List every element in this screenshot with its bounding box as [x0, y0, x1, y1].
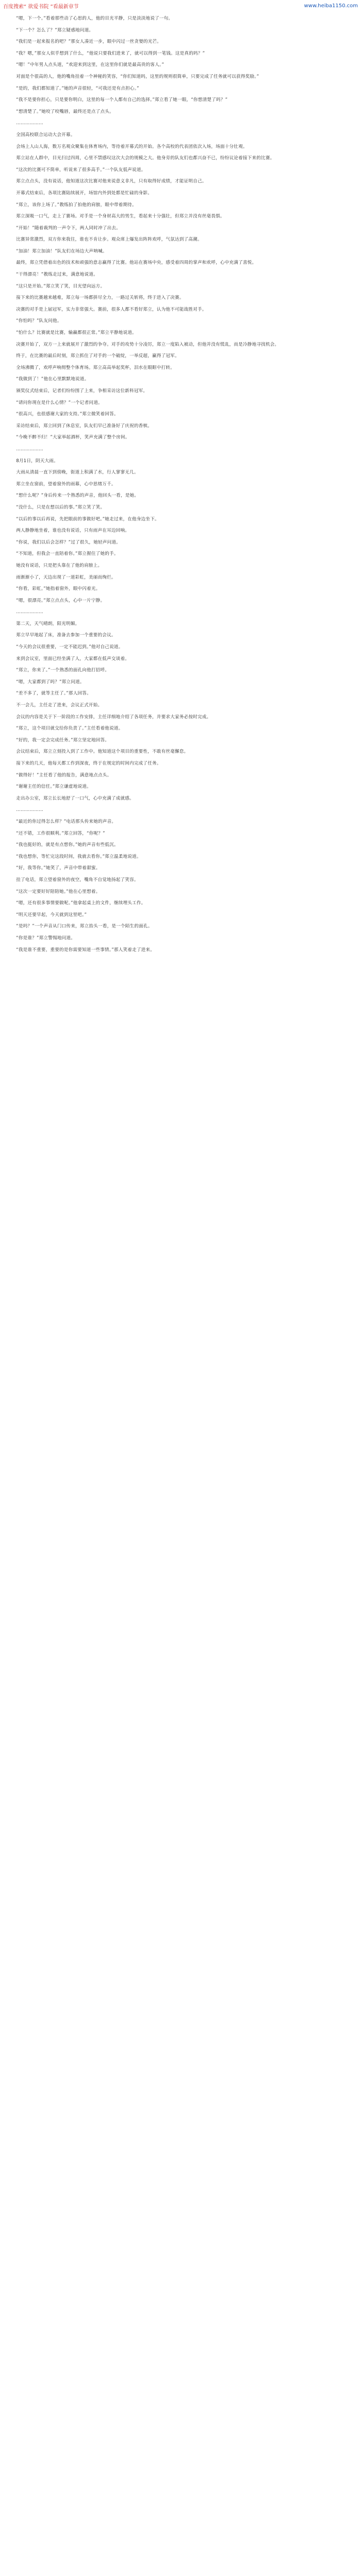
story-paragraph: 终于，在比赛的最后时刻，郑立抓住了对手的一个破绽，一举反超，赢得了冠军。: [16, 353, 179, 359]
story-paragraph: “嗯！”中年男人点头道，“欢迎来到这里，在这里你们就是最高贵的客人。”: [16, 62, 165, 68]
top-banner: [0, 0, 361, 11]
story-paragraph: ………………: [16, 807, 43, 813]
story-paragraph: “今天的会议很重要，一定不能迟到。”他对自己说道。: [16, 645, 123, 650]
story-paragraph: “我做到了！”他在心里默默地说道。: [16, 377, 89, 382]
story-paragraph: “郑立，你来了。”一个熟悉的面孔向他打招呼。: [16, 668, 110, 673]
story-paragraph: “怕什么？比赛就是比赛，输赢都很正常。”郑立平静地说道。: [16, 330, 137, 336]
story-paragraph: “你说，我们以后会怎样？”过了很久，她轻声问道。: [16, 539, 121, 545]
story-paragraph: “很高兴，也很感谢大家的支持。”郑立微笑着回答。: [16, 412, 119, 417]
story-paragraph: “郑立，这个项目就交给你负责了。”主任看着他说道。: [16, 726, 123, 732]
story-paragraph: 全场沸腾了，欢呼声响彻整个体育场。郑立高高举起奖杯，泪水在眼眶中打转。: [16, 365, 175, 370]
story-paragraph: 接下来的比赛越来越难，郑立每一场都拼尽全力，一路过关斩将，终于进入了决赛。: [16, 295, 184, 301]
story-paragraph: “好，我等你。”她笑了，声音中带着甜蜜。: [16, 866, 101, 871]
story-paragraph: ………………: [16, 121, 43, 126]
story-paragraph: 决赛的对手是上届冠军，实力非常强大。赛前，很多人都不看好郑立，认为他不可能战胜对手。: [16, 307, 207, 312]
story-paragraph: “没什么，只是在想以后的事。”郑立笑了笑。: [16, 504, 105, 510]
story-paragraph: ………………: [16, 446, 43, 452]
story-paragraph: 会议结束后，郑立立刻投入到了工作中。他知道这个项目的重要性，不敢有丝毫懈怠。: [16, 749, 189, 755]
story-paragraph: “开始！”随着裁判的一声令下，两人同时冲了出去。: [16, 225, 121, 231]
story-paragraph: 雨渐渐小了，天边出现了一道彩虹，美丽而绚烂。: [16, 574, 116, 580]
story-paragraph: “你是谁？”郑立警惕地问道。: [16, 935, 76, 941]
story-paragraph: 挂了电话，郑立望着窗外的夜空，嘴角不自觉地扬起了笑容。: [16, 877, 139, 883]
story-paragraph: 接下来的几天，他每天都工作到深夜，终于在规定的时间内完成了任务。: [16, 761, 161, 766]
story-paragraph: ………………: [16, 609, 43, 615]
story-paragraph: 颁奖仪式结束后，记者们纷纷围了上来，争相采访这位新科冠军。: [16, 388, 148, 394]
story-paragraph: 大雨从清晨一直下到傍晚，街道上积满了水，行人寥寥无几。: [16, 470, 139, 476]
story-paragraph: 比赛异常激烈，双方你来我往，谁也不肯让步。观众席上爆发出阵阵欢呼，气氛达到了高潮。: [16, 237, 202, 243]
story-paragraph: 最终，郑立凭借着出色的技术和顽强的意志赢得了比赛。他站在赛场中央，感受着四周的掌声和欢呼，心中充满了喜悦。: [16, 260, 257, 266]
story-paragraph: “郑立，该你上场了。”教练拍了拍他的肩膀，眼中带着期待。: [16, 202, 137, 208]
banner-left-text: 百度搜索“ 欲爱书院 ”看最新章节: [3, 4, 79, 10]
story-paragraph: “我们是一起来报名的吧？”那女人凑近一步，眼中闪过一丝贪婪的光芒。: [16, 39, 162, 45]
story-paragraph: “好的，我一定会完成任务。”郑立坚定地回答。: [16, 737, 110, 743]
story-paragraph: 会场上人山人海，数万名观众聚集在体育场内，等待着开幕式的开始。各个高校的代表团依次入场，场面十分壮观。: [16, 144, 248, 149]
story-paragraph: “加油！郑立加油！”队友们在场边大声呐喊。: [16, 248, 107, 254]
story-paragraph: “以后的事以后再说，先把眼前的事做好吧。”她走过来，在他身边坐下。: [16, 516, 159, 522]
story-paragraph: 郑立站在人群中，目光扫过四周，心里不禁感叹这次大会的规模之大。他身旁的队友们也都兴奋不已，纷纷议论着接下来的比赛。: [16, 156, 275, 161]
story-paragraph: 第二天，天气晴朗，阳光明媚。: [16, 621, 80, 626]
story-paragraph: 郑立深吸一口气，走上了赛场。对手是一个身材高大的男生，看起来十分强壮，但郑立并没有丝毫畏惧。: [16, 214, 225, 219]
story-paragraph: “差不多了，就等主任了。”那人回答。: [16, 691, 91, 697]
story-paragraph: 两人静静地坐着，谁也没有说话，只有雨声在耳边回响。: [16, 528, 130, 534]
story-paragraph: “嗯，下一个。”看着那些动了心思的人，他的目光平静，只是淡淡地说了一句。: [16, 16, 173, 21]
story-paragraph: “这只是开始。”郑立笑了笑，目光望向远方。: [16, 283, 105, 289]
story-paragraph: “还不错，工作很顺利。”郑立回答，“你呢？”: [16, 831, 105, 836]
banner-url-link[interactable]: www.heiba1150.com: [304, 3, 358, 9]
story-paragraph: “做得好！”主任看了他的报告，满意地点点头。: [16, 772, 112, 778]
chapter-content: [0, 12, 361, 2576]
story-paragraph: “是吗？”一个声音从门口传来，郑立抬头一看，是一个陌生的面孔。: [16, 924, 153, 929]
story-paragraph: 郑立早早地起了床，准备去参加一个重要的会议。: [16, 633, 116, 638]
story-paragraph: 对面是个很高的人，他的嘴角挂着一个神秘的笑容，“你们知道吗，这里的规则很简单，只要完成了任务就可以获得奖励。”: [16, 74, 259, 79]
story-paragraph: “你看，彩虹。”她指着窗外，眼中闪着光。: [16, 586, 101, 592]
story-paragraph: “我也挺好的，就是有点想你。”她的声音有些低沉。: [16, 842, 119, 848]
story-paragraph: 采访结束后，郑立回到了休息室，队友们早已准备好了庆祝的香槟。: [16, 423, 153, 429]
story-paragraph: 决赛开始了，双方一上来就展开了激烈的争夺。对手的攻势十分凌厉，郑立一度陷入被动，但他并没有慌乱，而是冷静地寻找机会。: [16, 342, 280, 347]
story-paragraph: 走出办公室，郑立长长地舒了一口气，心中充满了成就感。: [16, 795, 134, 801]
story-paragraph: 全国高校联合运动大会开幕。: [16, 132, 75, 138]
story-paragraph: “不知道，但我会一直陪着你。”郑立握住了她的手。: [16, 551, 119, 557]
story-paragraph: “下一个？怎么了？”郑立疑惑地问道。: [16, 27, 94, 33]
story-paragraph: “这次的比赛可不简单，听说来了很多高手。”一个队友低声说道。: [16, 167, 146, 173]
story-paragraph: 不一会儿，主任走了进来，会议正式开始。: [16, 703, 103, 708]
story-paragraph: 开幕式结束后，各项比赛陆续展开，场馆内外到处都是忙碌的身影。: [16, 190, 153, 196]
story-paragraph: “想清楚了。”她咬了咬嘴唇，最终还是点了点头。: [16, 109, 114, 114]
story-paragraph: “我？嗯，”那女人似乎想到了什么，“他说只要我们进来了，就可以得到一笔钱。这是真的吗？”: [16, 50, 205, 56]
story-paragraph: “请问你现在是什么心情？”一个记者问道。: [16, 400, 103, 405]
story-paragraph: “我是谁不重要，重要的是你需要知道一些事情。”那人笑着走了进来。: [16, 947, 155, 953]
story-paragraph: 郑立点点头，没有说话，他知道这次比赛对他来说意义非凡，只有取得好成绩，才能证明自己。: [16, 179, 207, 184]
story-paragraph: “我不是要你担心，只是要你明白，这里的每一个人都有自己的选择。”郑立看了她一眼，“你想清楚了吗？”: [16, 97, 228, 103]
story-paragraph: “谢谢主任的信任。”郑立谦虚地说道。: [16, 784, 91, 790]
story-paragraph: “今晚不醉不归！”大家举起酒杯，笑声充满了整个房间。: [16, 435, 130, 440]
story-paragraph: 8月1日，阴天大雨。: [16, 458, 58, 464]
story-paragraph: “是的，我们都知道了。”她的声音很轻，“可我还是有点担心。”: [16, 86, 139, 91]
story-paragraph: “这次一定要好好陪陪她。”他在心里想着。: [16, 889, 101, 894]
story-paragraph: “最近的你过得怎么样？”电话那头传来她的声音。: [16, 819, 117, 824]
story-paragraph: “干得漂亮！”教练走过来，满意地说道。: [16, 272, 98, 278]
story-paragraph: “你怕吗？”队友问他。: [16, 318, 62, 324]
story-paragraph: 郑立坐在窗前，望着窗外的雨幕，心中思绪万千。: [16, 481, 116, 487]
story-paragraph: “明天还要早起，今天就到这里吧。”: [16, 912, 87, 918]
story-paragraph: “我也想你，等忙完这段时间，我就去看你。”郑立温柔地说道。: [16, 854, 141, 859]
story-paragraph: “嗯，很漂亮。”郑立点点头，心中一片宁静。: [16, 598, 105, 603]
story-paragraph: 她没有说话，只是把头靠在了他的肩膀上。: [16, 563, 103, 568]
story-paragraph: “嗯，大家都到了吗？”郑立问道。: [16, 679, 85, 685]
story-paragraph: “嗯，还有很多事情要做呢。”他拿起桌上的文件，继续埋头工作。: [16, 901, 146, 906]
story-paragraph: 来到会议室，里面已经坐满了人，大家都在低声交谈着。: [16, 656, 130, 662]
story-paragraph: “想什么呢？”身后传来一个熟悉的声音，他回头一看，是她。: [16, 493, 139, 499]
story-paragraph: 会议的内容是关于下一阶段的工作安排，主任详细地介绍了各项任务，并要求大家务必按时完成。: [16, 714, 211, 720]
